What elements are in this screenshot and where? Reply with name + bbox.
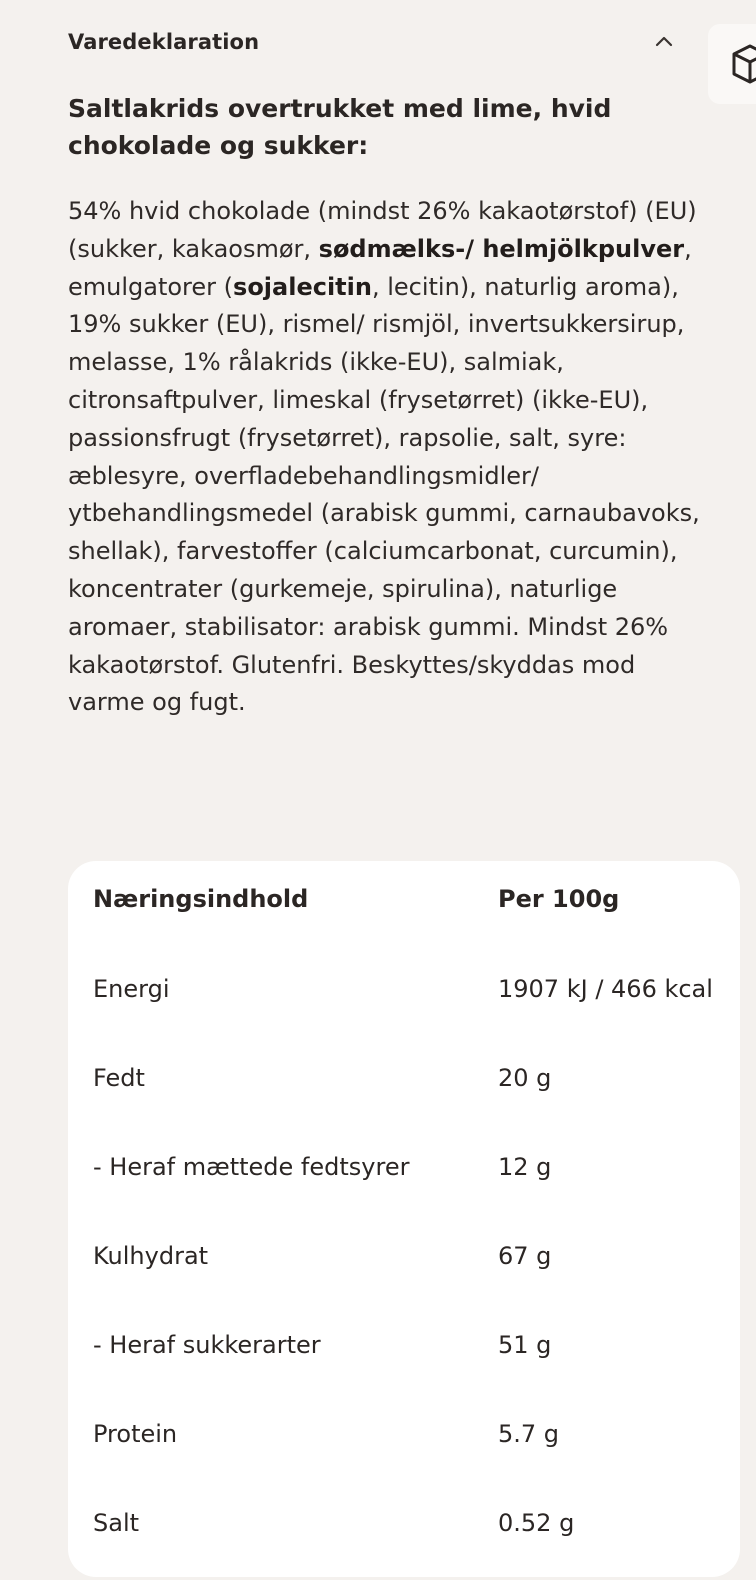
nutrition-label: - Heraf sukkerarter xyxy=(93,1331,321,1359)
allergen-milk: sødmælks-/ helmjölkpulver xyxy=(318,234,685,263)
nutrition-header-row xyxy=(93,879,733,919)
nutrition-table xyxy=(68,861,740,1577)
product-heading: Saltlakrids overtrukket med lime, hvid chokolade og sukker: xyxy=(68,94,612,160)
nutrition-value: 51 g xyxy=(498,1331,552,1359)
chevron-up-icon xyxy=(652,30,676,54)
nutrition-row-salt xyxy=(93,1503,733,1543)
nutrition-row-protein xyxy=(93,1414,733,1454)
nutrition-row-fat xyxy=(93,1058,733,1098)
nutrition-value: 5.7 g xyxy=(498,1420,560,1448)
ingredient-segment: , lecitin), naturlig aroma), 19% sukker (EU), rismel/ rismjöl, invertsukkersirup, melasse, 1% rålakrids (ikke-EU), salmiak, citronsaftpulver, limeskal (frysetørret) (ikke-EU), passionsfrugt (frysetørret), rapsolie, salt, syre: æblesyre, overfladebehandlingsmidler/ ytbehandlingsmedel (arabisk gummi, carnaubavoks, shellak), farvestoffer (calciumcarbonat, curcumin), koncentrater (gurkemeje, spirulina), naturlige aromaer, stabilisator: arabisk gummi. Mindst 26% kakaotørstof. Glutenfri. Beskyttes/skyddas mod varme og fugt. xyxy=(68,272,700,717)
ingredients-text xyxy=(68,193,708,722)
nutrition-row-saturated-fat xyxy=(93,1147,733,1187)
collapse-button[interactable] xyxy=(648,26,680,58)
nutrition-label: Fedt xyxy=(93,1064,145,1092)
nutrition-header-value: Per 100g xyxy=(498,885,620,913)
nutrition-label: Protein xyxy=(93,1420,178,1448)
side-card[interactable] xyxy=(708,24,756,104)
nutrition-value: 1907 kJ / 466 kcal xyxy=(498,975,713,1003)
ingredient-segment: , emulgatorer ( xyxy=(68,234,692,301)
nutrition-row-energy xyxy=(93,969,733,1009)
nutrition-value: 20 g xyxy=(498,1064,552,1092)
nutrition-value: 12 g xyxy=(498,1153,552,1181)
nutrition-label: - Heraf mættede fedtsyrer xyxy=(93,1153,410,1181)
nutrition-label: Salt xyxy=(93,1509,140,1537)
allergen-soy: sojalecitin xyxy=(233,272,372,301)
nutrition-header-label: Næringsindhold xyxy=(93,885,309,913)
nutrition-label: Energi xyxy=(93,975,170,1003)
nutrition-value: 0.52 g xyxy=(498,1509,575,1537)
nutrition-label: Kulhydrat xyxy=(93,1242,209,1270)
nutrition-row-sugars xyxy=(93,1325,733,1365)
nutrition-row-carbohydrate xyxy=(93,1236,733,1276)
box-icon xyxy=(730,42,756,86)
section-title: Varedeklaration xyxy=(68,30,260,54)
ingredient-segment: 54% hvid chokolade (mindst 26% kakaotørstof) (EU)(sukker, kakaosmør, xyxy=(68,197,697,263)
declaration-header[interactable] xyxy=(68,22,688,62)
nutrition-value: 67 g xyxy=(498,1242,552,1270)
